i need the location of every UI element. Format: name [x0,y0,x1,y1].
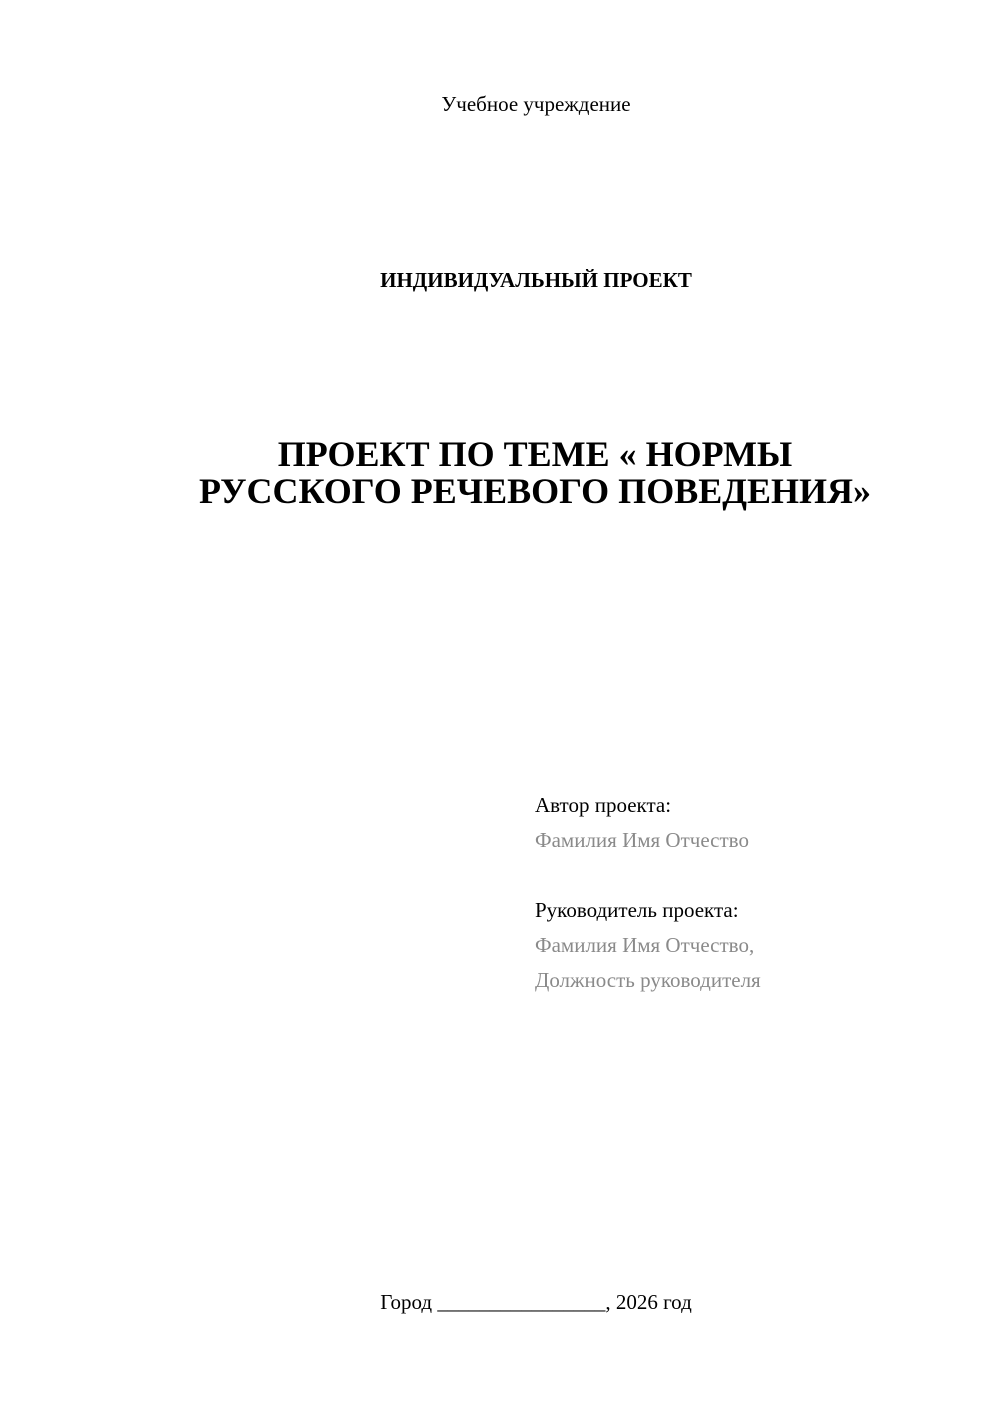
project-title-line-1: ПРОЕКТ ПО ТЕМЕ « НОРМЫ [277,434,793,474]
supervisor-position: Должность руководителя [535,968,761,992]
info-spacer [535,858,935,893]
project-info-block [535,788,935,998]
supervisor-name: Фамилия Имя Отчество, [535,933,755,957]
supervisor-label: Руководитель проекта: [535,898,739,922]
author-label: Автор проекта: [535,793,672,817]
project-title [150,436,920,510]
institution-name: Учебное учреждение [441,92,631,116]
document-type: ИНДИВИДУАЛЬНЫЙ ПРОЕКТ [380,268,692,292]
author-name: Фамилия Имя Отчество [535,828,749,852]
project-title-line-2: РУССКОГО РЕЧЕВОГО ПОВЕДЕНИЯ» [199,471,871,511]
city-year-line: Город ________________, 2026 год [380,1290,692,1314]
